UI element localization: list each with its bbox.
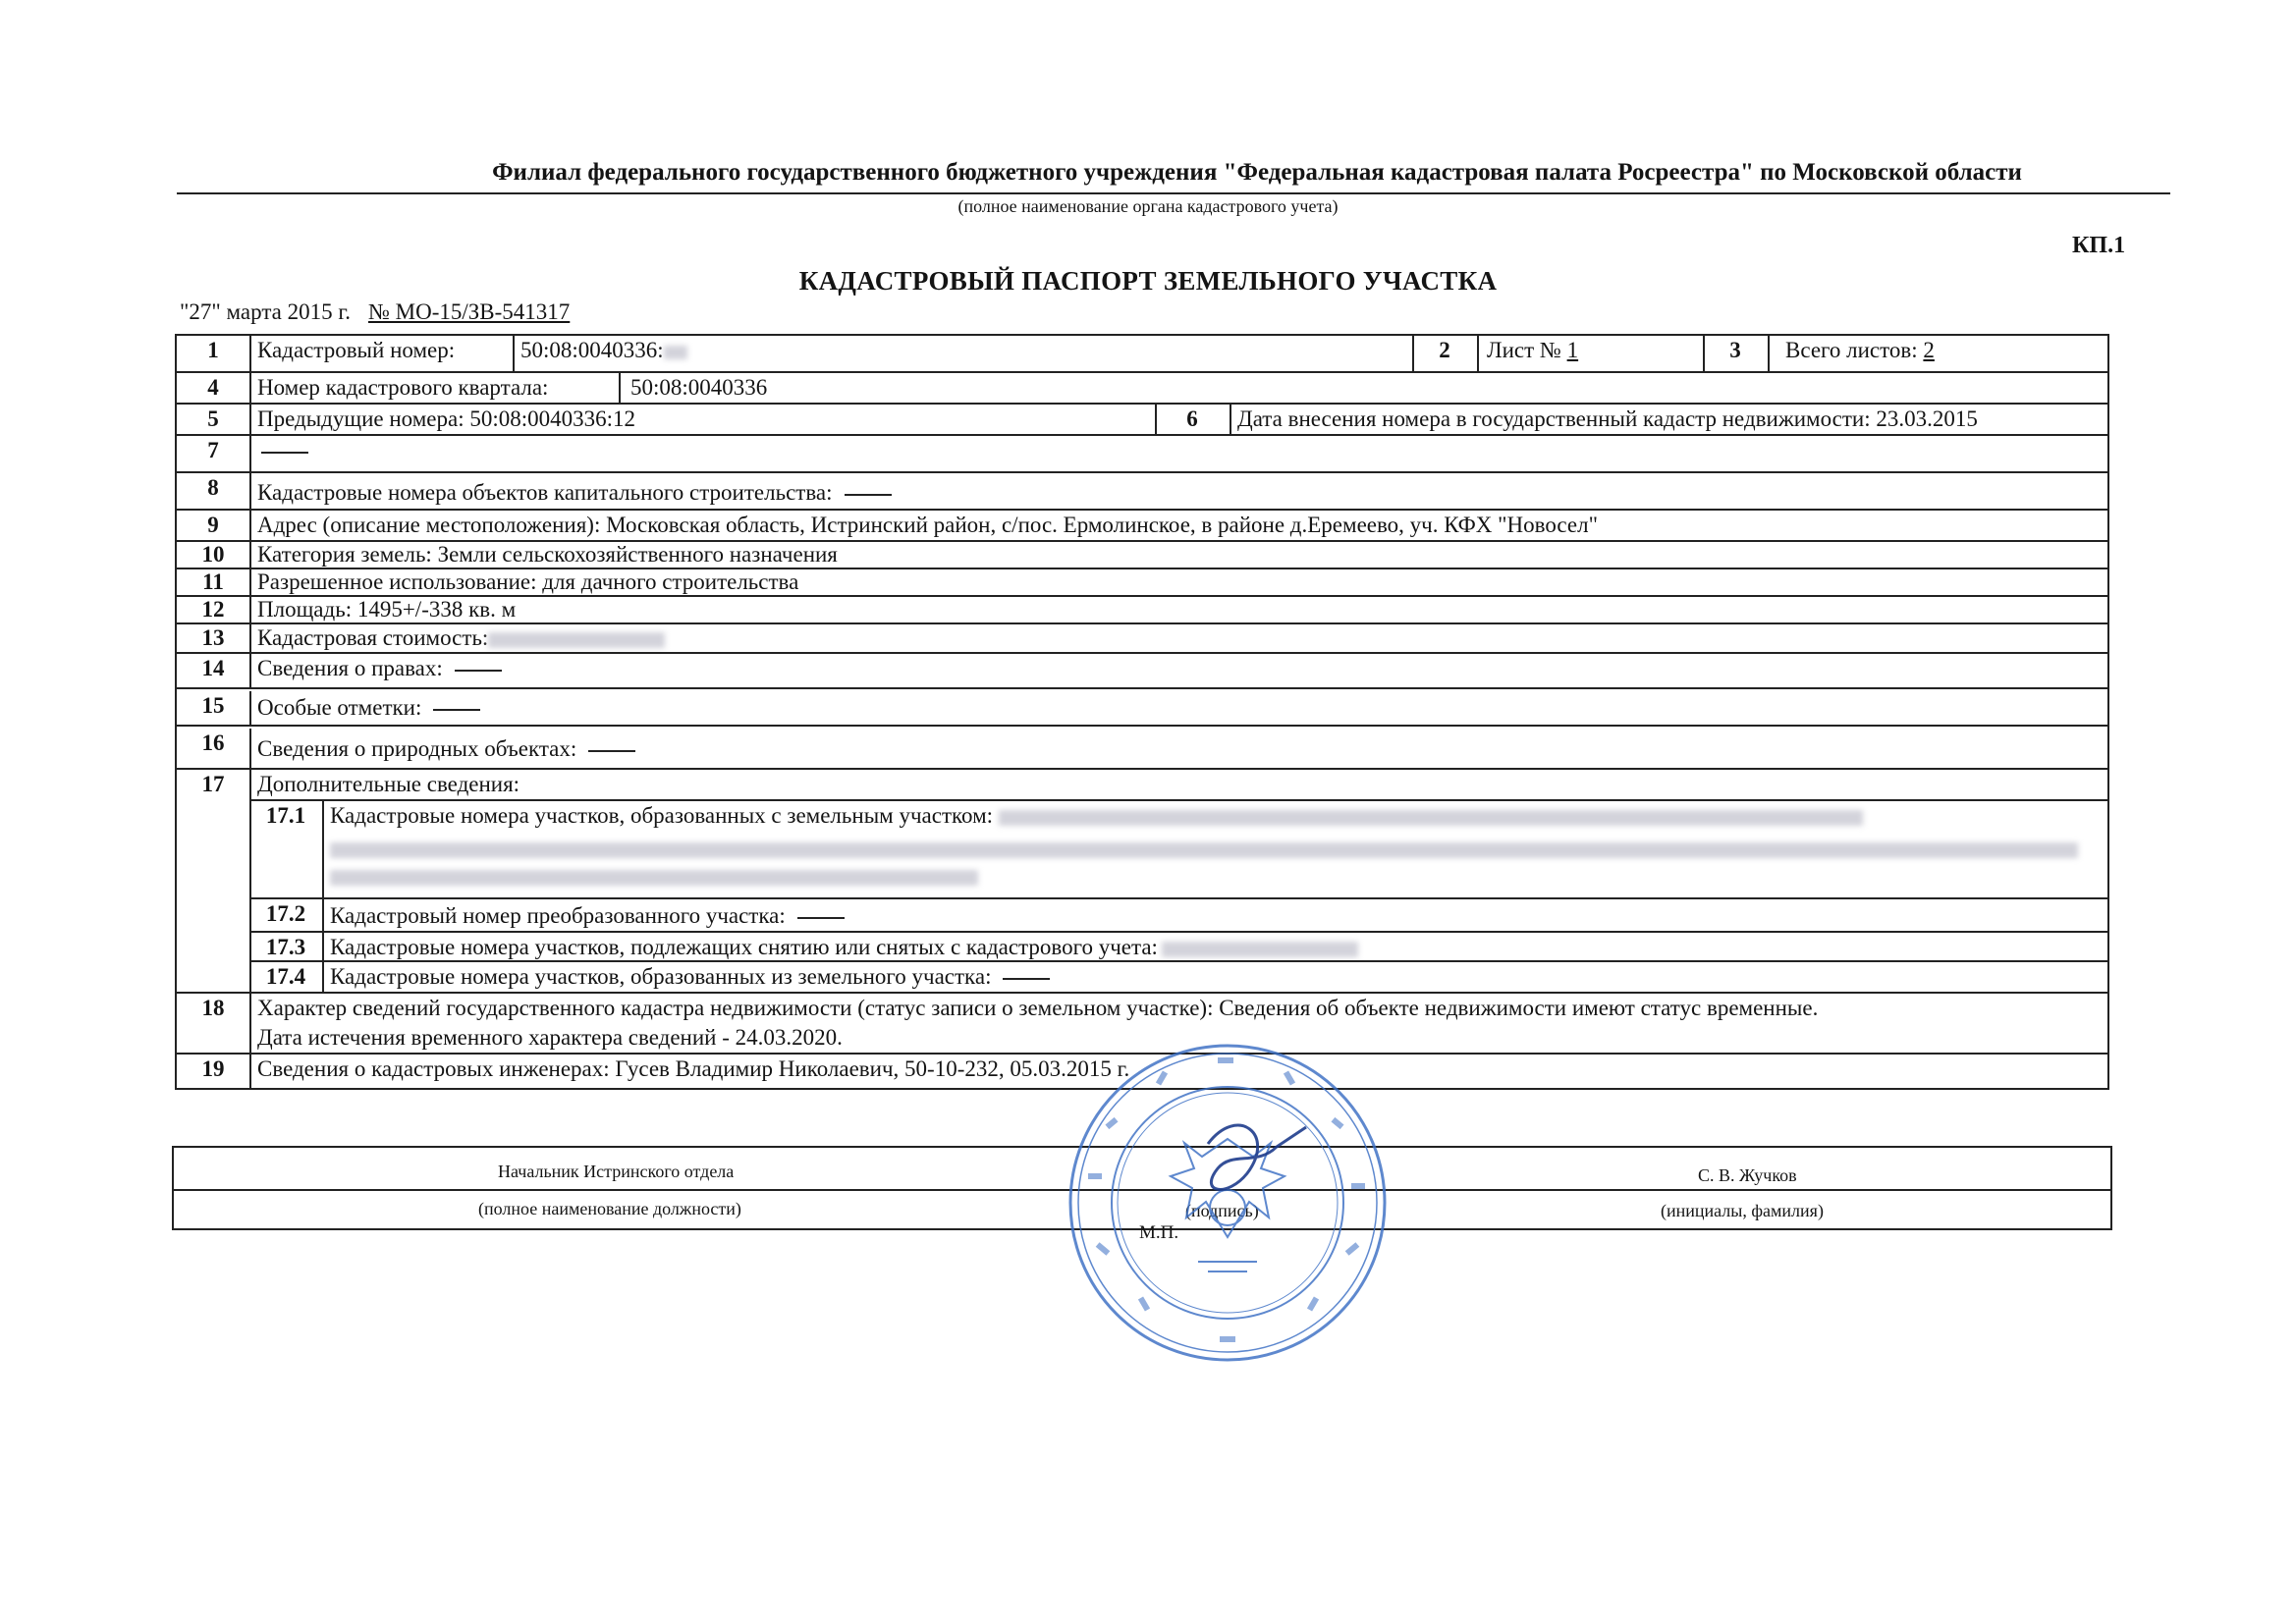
- row-number: 12: [177, 597, 251, 622]
- entry-date: Дата внесения номера в государственный кадастр недвижимости: 23.03.2015: [1237, 406, 1978, 431]
- row-label: Сведения о правах:: [257, 656, 443, 680]
- row-number: 19: [177, 1055, 251, 1088]
- organization-caption: (полное наименование органа кадастрового учета): [957, 196, 1339, 216]
- empty-dash: [1003, 978, 1050, 980]
- row-number: 17: [177, 770, 251, 992]
- row-1-cadastral-number: [175, 334, 2109, 373]
- row-label: Дополнительные сведения:: [257, 772, 520, 796]
- subrow-17-3: [249, 931, 2107, 964]
- row-13-cost: [175, 622, 2109, 654]
- subrow-number: 17.3: [249, 933, 324, 964]
- row-4-quarter: [175, 371, 2109, 405]
- row-number: 11: [177, 569, 251, 595]
- redacted-value: [664, 346, 687, 359]
- row-number: 6: [1155, 405, 1231, 434]
- empty-dash: [433, 709, 480, 711]
- document-number: № МО-15/ЗВ-541317: [367, 299, 571, 324]
- document-title: КАДАСТРОВЫЙ ПАСПОРТ ЗЕМЕЛЬНОГО УЧАСТКА: [798, 266, 1498, 296]
- official-stamp: [1061, 1036, 1394, 1370]
- sheet-number: Лист № 1: [1487, 338, 1579, 362]
- organization-line: [177, 157, 2170, 194]
- row-15-special-notes: [175, 687, 2109, 727]
- row-number: 13: [177, 624, 251, 652]
- redacted-value: [330, 870, 978, 886]
- row-number: 15: [177, 691, 251, 725]
- row-9-address: [175, 509, 2109, 542]
- row-11-permitted-use: [175, 568, 2109, 597]
- handwritten-signature: [1208, 1125, 1306, 1189]
- subrow-label: Кадастровые номера участков, образованных из земельного участка:: [330, 964, 992, 989]
- organization-name: Филиал федерального государственного бюджетного учреждения "Федеральная кадастровая палата Росреестра" по Московской области: [492, 159, 2022, 186]
- subrow-17-4: [249, 960, 2107, 994]
- subrow-label: Кадастровые номера участков, подлежащих снятию или снятых с кадастрового учета:: [330, 935, 1158, 959]
- row-label: Кадастровый номер:: [257, 338, 456, 362]
- row-number: 5: [177, 405, 251, 434]
- row-number: 9: [177, 511, 251, 540]
- row-number: 2: [1412, 336, 1479, 371]
- row-label: Характер сведений государственного кадастра недвижимости (статус записи о земельном участке): Сведения об объекте недвижимости имеют статус временные. Дата истечения временного характера сведений - 24.03.2020.: [257, 996, 1819, 1050]
- row-number: 4: [177, 373, 251, 403]
- quarter-value: 50:08:0040336: [630, 375, 768, 400]
- row-label: Сведения о природных объектах:: [257, 736, 577, 761]
- row-label: Предыдущие номера: 50:08:0040336:12: [257, 406, 636, 431]
- name-caption: (инициалы, фамилия): [1661, 1201, 1824, 1220]
- row-5-previous-numbers: [175, 403, 2109, 436]
- row-number: 8: [177, 473, 251, 509]
- empty-dash: [797, 917, 845, 919]
- total-sheets: Всего листов: 2: [1785, 338, 1935, 362]
- row-label: Номер кадастрового квартала:: [257, 375, 549, 400]
- row-label: Кадастровые номера объектов капитального строительства:: [257, 480, 833, 505]
- row-number: 7: [177, 436, 251, 471]
- row-10-category: [175, 540, 2109, 569]
- position-caption: (полное наименование должности): [478, 1199, 741, 1218]
- subrow-number: 17.2: [249, 899, 324, 935]
- row-label: Разрешенное использование: для дачного строительства: [257, 569, 799, 594]
- row-label: Категория земель: Земли сельскохозяйственного назначения: [257, 542, 838, 567]
- signature-caption: (подпись): [1185, 1201, 1259, 1220]
- subrow-label: Кадастровый номер преобразованного участка:: [330, 903, 786, 928]
- row-label: Кадастровая стоимость:: [257, 625, 489, 650]
- redacted-value: [488, 632, 665, 648]
- row-7: [175, 434, 2109, 473]
- subrow-number: 17.4: [249, 962, 324, 994]
- subrow-17-1: [249, 799, 2107, 901]
- seal-label: М.П.: [1139, 1222, 1179, 1243]
- row-number: 16: [177, 729, 251, 768]
- row-16-natural-objects: [175, 725, 2109, 770]
- row-14-rights: [175, 652, 2109, 689]
- row-number: 14: [177, 654, 251, 687]
- subrow-label: Кадастровые номера участков, образованных с земельным участком:: [330, 803, 994, 828]
- row-number: 3: [1703, 336, 1770, 371]
- row-12-area: [175, 595, 2109, 624]
- document-date: "27" марта 2015 г.: [180, 299, 351, 324]
- row-label: Сведения о кадастровых инженерах: Гусев Владимир Николаевич, 50-10-232, 05.03.2015 г.: [257, 1056, 1130, 1081]
- empty-dash: [261, 452, 308, 454]
- signer-name: С. В. Жучков: [1698, 1165, 1797, 1185]
- redacted-value: [999, 810, 1863, 826]
- row-number: 10: [177, 542, 251, 568]
- position-title: Начальник Истринского отдела: [498, 1162, 735, 1181]
- document-date-line: [180, 299, 570, 325]
- row-8-capital-objects: [175, 471, 2109, 511]
- form-code: КП.1: [2072, 233, 2126, 258]
- row-label: Адрес (описание местоположения): Московская область, Истринский район, с/пос. Ермолинское, в районе д.Еремеево, уч. КФХ "Новосел": [257, 513, 1598, 537]
- subrow-number: 17.1: [249, 801, 324, 901]
- row-number: 1: [177, 336, 251, 371]
- row-label: Особые отметки:: [257, 695, 422, 720]
- cadastral-number-value: 50:08:0040336:: [520, 336, 1306, 365]
- empty-dash: [455, 670, 502, 672]
- row-label: Площадь: 1495+/-338 кв. м: [257, 597, 517, 622]
- subrow-17-2: [249, 897, 2107, 935]
- redacted-value: [330, 842, 2078, 858]
- row-17-additional-info: [175, 768, 2109, 994]
- empty-dash: [588, 750, 635, 752]
- empty-dash: [845, 494, 892, 496]
- row-number: 18: [177, 994, 251, 1053]
- redacted-value: [1162, 942, 1358, 957]
